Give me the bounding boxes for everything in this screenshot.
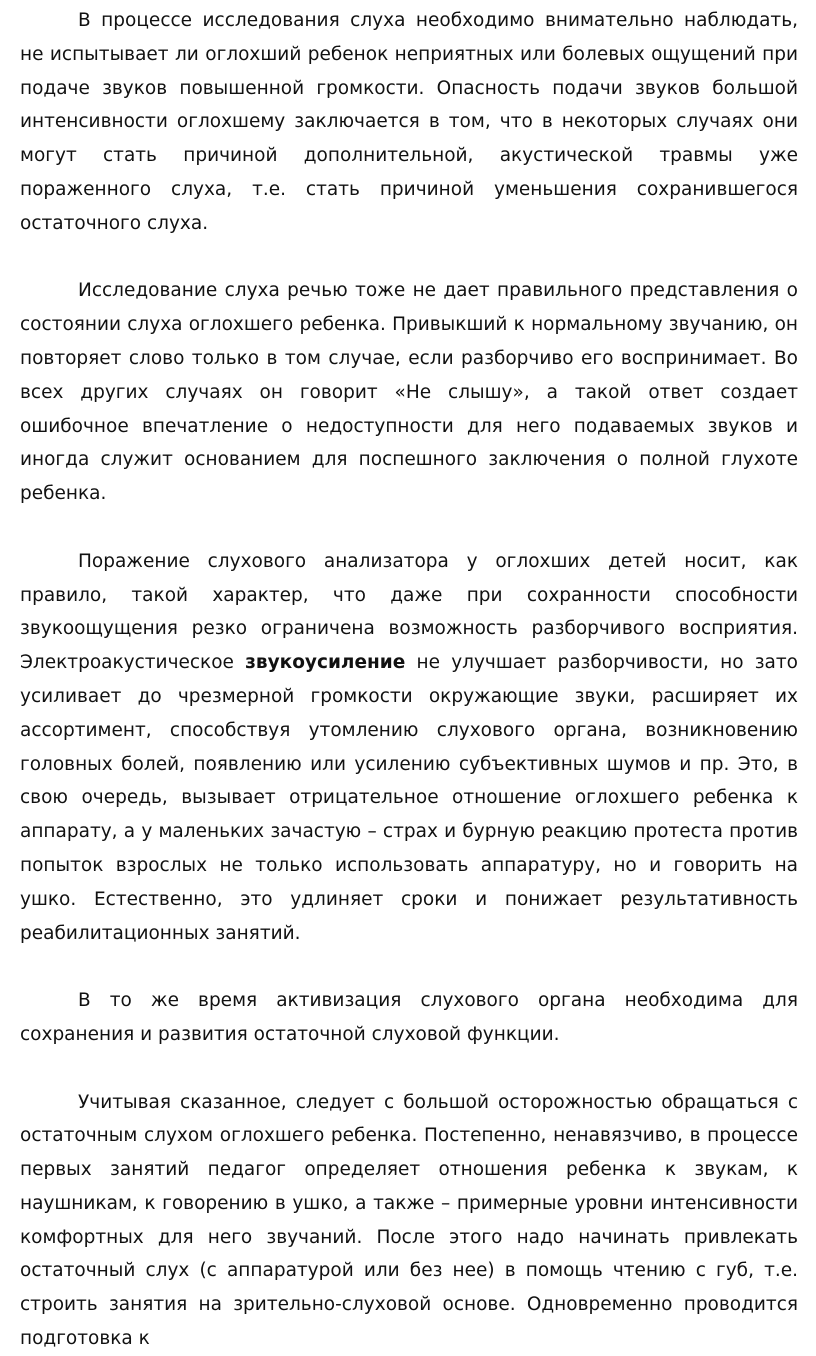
paragraph-text-after: не улучшает разборчивости, но зато усиливает до чрезмерной громкости окружающие звуки, расширяет их ассортимент, способствуя утомлению слухового органа, возникновению головных болей, появлению или усилению субъективных шумов и пр. Это, в свою очередь, вызывает отрицательное отношение оглохшего ребенка к аппарату, а у маленьких зачастую – страх и бурную реакцию протеста против попыток взрослых не только использовать аппаратуру, но и говорить на ушко. Естественно, это удлиняет сроки и понижает результативность реабилитационных занятий. xyxy=(20,652,798,944)
paragraph-text-before: Поражение слухового анализатора у оглохших детей носит, как правило, такой характер, что даже при сохранности способности звукоощущения резко ограничена возможность разборчивого восприятия. Электроакустическое xyxy=(20,550,798,674)
paragraph-hearing-examination: В процессе исследования слуха необходимо внимательно наблюдать, не испытывает ли оглохший ребенок неприятных или болевых ощущений при подаче звуков повышенной громкости. Опасность подачи звуков большой интенсивности оглохшему заключается в том, что в некоторых случаях они могут стать причиной дополнительной, акустической травмы уже пораженного слуха, т.е. стать причиной уменьшения сохранившегося остаточного слуха. xyxy=(20,10,798,234)
paragraph-analyzer-damage xyxy=(20,545,798,951)
paragraph-activation: В то же время активизация слухового органа необходима для сохранения и развития остаточной слуховой функции. xyxy=(20,990,798,1045)
paragraph-speech-examination: Исследование слуха речью тоже не дает правильного представления о состоянии слуха оглохшего ребенка. Привыкший к нормальному звучанию, он повторяет слово только в том случае, если разборчиво его воспринимает. Во всех других случаях он говорит «Не слышу», а такой ответ создает ошибочное впечатление о недоступности для него подаваемых звуков и иногда служит основанием для поспешного заключения о полной глухоте ребенка. xyxy=(20,280,798,505)
bold-term: звукоусиление xyxy=(245,652,406,674)
document-page xyxy=(20,4,798,1356)
paragraph-careful-approach: Учитывая сказанное, следует с большой осторожностью обращаться с остаточным слухом оглохшего ребенка. Постепенно, ненавязчиво, в процессе первых занятий педагог определяет отношения ребенка к звукам, к наушникам, к говорению в ушко, а также – примерные уровни интенсивности комфортных для него звучаний. После этого надо начинать привлекать остаточный слух (с аппаратурой или без нее) в помощь чтению с губ, т.е. строить занятия на зрительно-слуховой основе. Одновременно проводится подготовка к xyxy=(20,1091,798,1350)
